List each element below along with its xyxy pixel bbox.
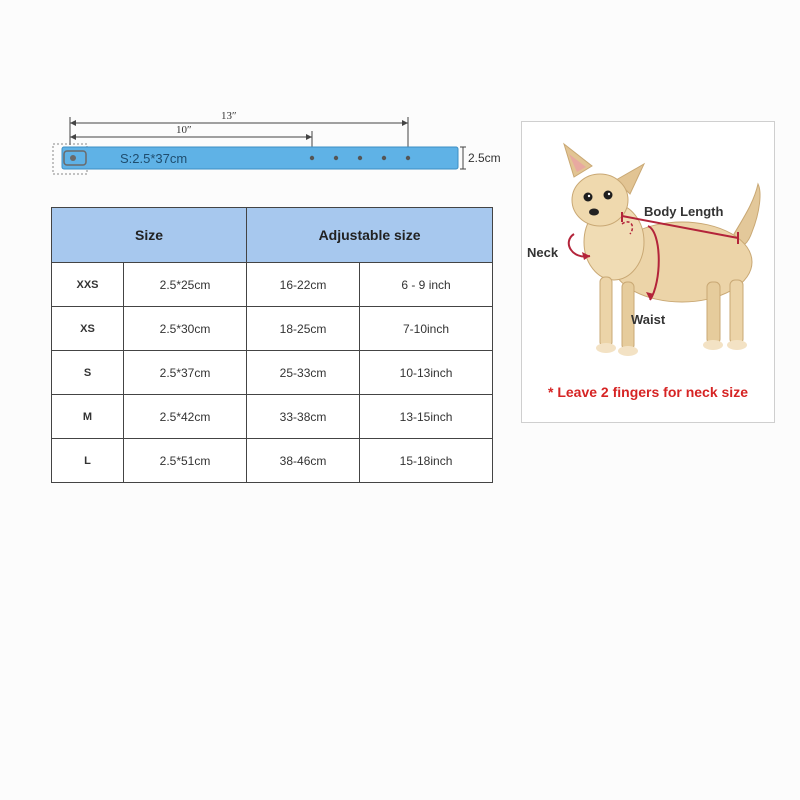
waist-label: Waist (631, 312, 666, 327)
table-row (52, 439, 493, 483)
total-length-label: 13″ (221, 110, 237, 122)
dimension-cell: 2.5*37cm (124, 351, 247, 395)
size-name-cell: S (52, 351, 124, 395)
dimension-cell: 2.5*25cm (124, 263, 247, 307)
size-name-cell: XS (52, 307, 124, 351)
dimension-cell: 2.5*42cm (124, 395, 247, 439)
dimension-cell: 2.5*51cm (124, 439, 247, 483)
range-inch-cell: 7-10inch (360, 307, 493, 351)
header-adjustable-size: Adjustable size (247, 208, 493, 263)
body-length-label: Body Length (644, 204, 724, 219)
table-header-row (52, 208, 493, 263)
dog-illustration (522, 122, 774, 422)
range-inch-cell: 15-18inch (360, 439, 493, 483)
range-inch-cell: 13-15inch (360, 395, 493, 439)
collar-diagram (40, 100, 520, 190)
size-name-cell: L (52, 439, 124, 483)
size-name-cell: XXS (52, 263, 124, 307)
hole-length-label: 10″ (176, 124, 192, 136)
range-inch-cell: 10-13inch (360, 351, 493, 395)
range-cm-cell: 38-46cm (247, 439, 360, 483)
range-cm-cell: 18-25cm (247, 307, 360, 351)
range-cm-cell: 16-22cm (247, 263, 360, 307)
width-dimension (460, 147, 501, 169)
range-inch-cell: 6 - 9 inch (360, 263, 493, 307)
range-cm-cell: 25-33cm (247, 351, 360, 395)
neck-label: Neck (527, 245, 559, 260)
size-name-cell: M (52, 395, 124, 439)
table-row (52, 263, 493, 307)
dog-measurement-panel (521, 121, 775, 423)
size-table (51, 207, 493, 483)
dimension-cell: 2.5*30cm (124, 307, 247, 351)
table-row (52, 307, 493, 351)
header-size: Size (52, 208, 247, 263)
range-cm-cell: 33-38cm (247, 395, 360, 439)
collar-size-label: S:2.5*37cm (120, 151, 188, 166)
neck-size-note: * Leave 2 fingers for neck size (548, 384, 748, 400)
table-row (52, 395, 493, 439)
table-row (52, 351, 493, 395)
collar-width-label: 2.5cm (468, 151, 501, 165)
